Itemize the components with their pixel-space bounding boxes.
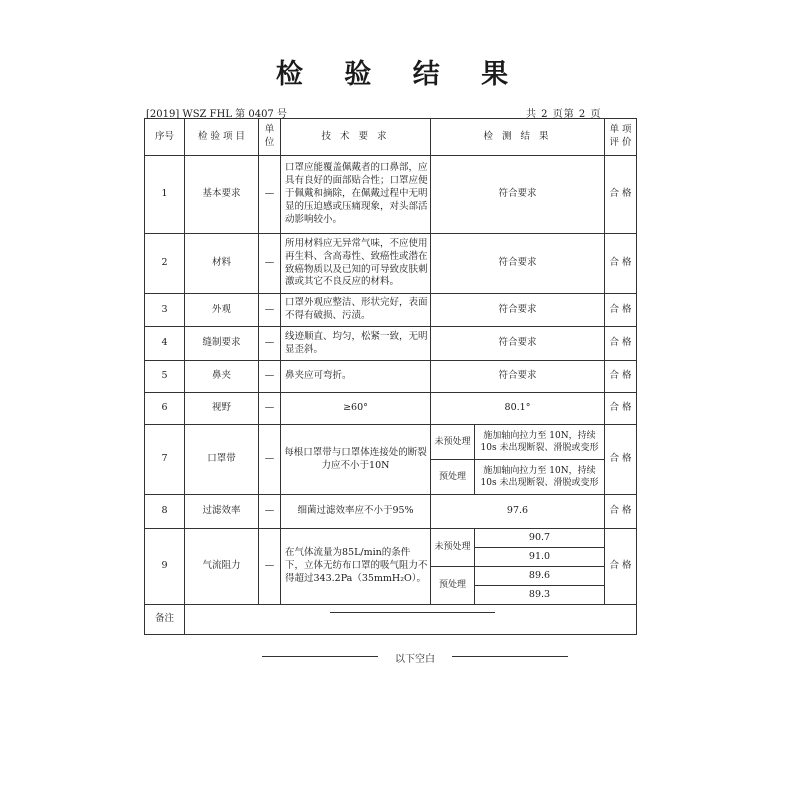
row-requirement: 所用材料应无异常气味，不应使用再生料、含高毒性、致癌性或潜在致癌物质以及已知的可导致皮肤刺激或其它不良反应的材料。	[281, 234, 431, 294]
row-unit: —	[259, 327, 281, 361]
table-header-row	[145, 119, 637, 156]
row-item: 口罩带	[185, 425, 259, 495]
table-row	[145, 234, 637, 294]
row-unit: —	[259, 425, 281, 495]
row-requirement: 细菌过滤效率应不小于95%	[281, 495, 431, 529]
document-number: [2019] WSZ FHL 第 0407 号	[146, 109, 287, 120]
remarks-row	[145, 605, 637, 635]
row-index: 6	[145, 393, 185, 425]
row-evaluation: 合 格	[605, 294, 637, 327]
row-evaluation: 合 格	[605, 529, 637, 605]
row-index: 1	[145, 156, 185, 234]
row-item: 材料	[185, 234, 259, 294]
page-title: 检 验 结 果	[275, 59, 525, 90]
row-evaluation: 合 格	[605, 327, 637, 361]
table-row	[145, 393, 637, 425]
row-unit: —	[259, 529, 281, 605]
remarks-label: 备注	[145, 605, 185, 635]
header-index: 序号	[145, 119, 185, 156]
footer-line-right	[452, 656, 568, 657]
row-unit: —	[259, 495, 281, 529]
header-item: 检 验 项 目	[185, 119, 259, 156]
row-index: 3	[145, 294, 185, 327]
row-unit: —	[259, 361, 281, 393]
row-result: 80.1°	[431, 393, 605, 425]
footer-text: 以下空白	[395, 654, 435, 665]
row-index: 8	[145, 495, 185, 529]
row-unit: —	[259, 156, 281, 234]
header-unit: 单 位	[259, 119, 281, 156]
header-requirement: 技 术 要 求	[281, 119, 431, 156]
page-info: 共 2 页第 2 页	[526, 109, 602, 120]
remarks-cell	[185, 605, 637, 635]
table-row	[145, 529, 637, 548]
row-item: 视野	[185, 393, 259, 425]
row-item: 缝制要求	[185, 327, 259, 361]
untreated-label: 未预处理	[431, 425, 475, 460]
row-item: 基本要求	[185, 156, 259, 234]
row-requirement: 口罩应能覆盖佩戴者的口鼻部，应具有良好的面部贴合性；口罩应便于佩戴和摘除，在佩戴过程中无明显的压迫感或压痛现象，对头部活动影响较小。	[281, 156, 431, 234]
row-index: 4	[145, 327, 185, 361]
row-evaluation: 合 格	[605, 361, 637, 393]
row-result: 符合要求	[431, 234, 605, 294]
row-requirement: 线迹顺直、均匀，松紧一致，无明显歪斜。	[281, 327, 431, 361]
table-row	[145, 156, 637, 234]
row-index: 7	[145, 425, 185, 495]
row-item: 过滤效率	[185, 495, 259, 529]
row-item: 气流阻力	[185, 529, 259, 605]
row-unit: —	[259, 234, 281, 294]
row-result: 符合要求	[431, 294, 605, 327]
row-index: 5	[145, 361, 185, 393]
row-evaluation: 合 格	[605, 234, 637, 294]
row-index: 2	[145, 234, 185, 294]
row-item: 鼻夹	[185, 361, 259, 393]
remarks-divider	[330, 612, 495, 613]
results-table	[144, 118, 637, 635]
table-row	[145, 425, 637, 460]
untreated-label: 未预处理	[431, 529, 475, 567]
treated-result: 施加轴向拉力至 10N，持续 10s 未出现断裂、滑脱或变形	[475, 460, 605, 495]
row-requirement: 鼻夹应可弯折。	[281, 361, 431, 393]
row-item: 外观	[185, 294, 259, 327]
row-result: 符合要求	[431, 156, 605, 234]
row-unit: —	[259, 393, 281, 425]
treated-label: 预处理	[431, 460, 475, 495]
row-requirement: 每根口罩带与口罩体连接处的断裂力应不小于10N	[281, 425, 431, 495]
footer-line-left	[262, 656, 378, 657]
header-result: 检 测 结 果	[431, 119, 605, 156]
untreated-value-2: 91.0	[475, 548, 605, 567]
untreated-value-1: 90.7	[475, 529, 605, 548]
table-row	[145, 327, 637, 361]
row-evaluation: 合 格	[605, 425, 637, 495]
table-row	[145, 361, 637, 393]
row-requirement: 口罩外观应整洁、形状完好，表面不得有破损、污渍。	[281, 294, 431, 327]
header-evaluation: 单 项 评 价	[605, 119, 637, 156]
row-evaluation: 合 格	[605, 156, 637, 234]
table-row	[145, 495, 637, 529]
treated-value-2: 89.3	[475, 586, 605, 605]
row-index: 9	[145, 529, 185, 605]
row-evaluation: 合 格	[605, 393, 637, 425]
treated-value-1: 89.6	[475, 567, 605, 586]
table-row	[145, 294, 637, 327]
row-result: 符合要求	[431, 327, 605, 361]
row-result: 97.6	[431, 495, 605, 529]
row-result: 符合要求	[431, 361, 605, 393]
row-unit: —	[259, 294, 281, 327]
untreated-result: 施加轴向拉力至 10N，持续 10s 未出现断裂、滑脱或变形	[475, 425, 605, 460]
treated-label: 预处理	[431, 567, 475, 605]
row-requirement: ≥60°	[281, 393, 431, 425]
row-requirement: 在气体流量为85L/min的条件下，立体无纺布口罩的吸气阻力不得超过343.2Pa（35mmH₂O）。	[281, 529, 431, 605]
row-evaluation: 合 格	[605, 495, 637, 529]
